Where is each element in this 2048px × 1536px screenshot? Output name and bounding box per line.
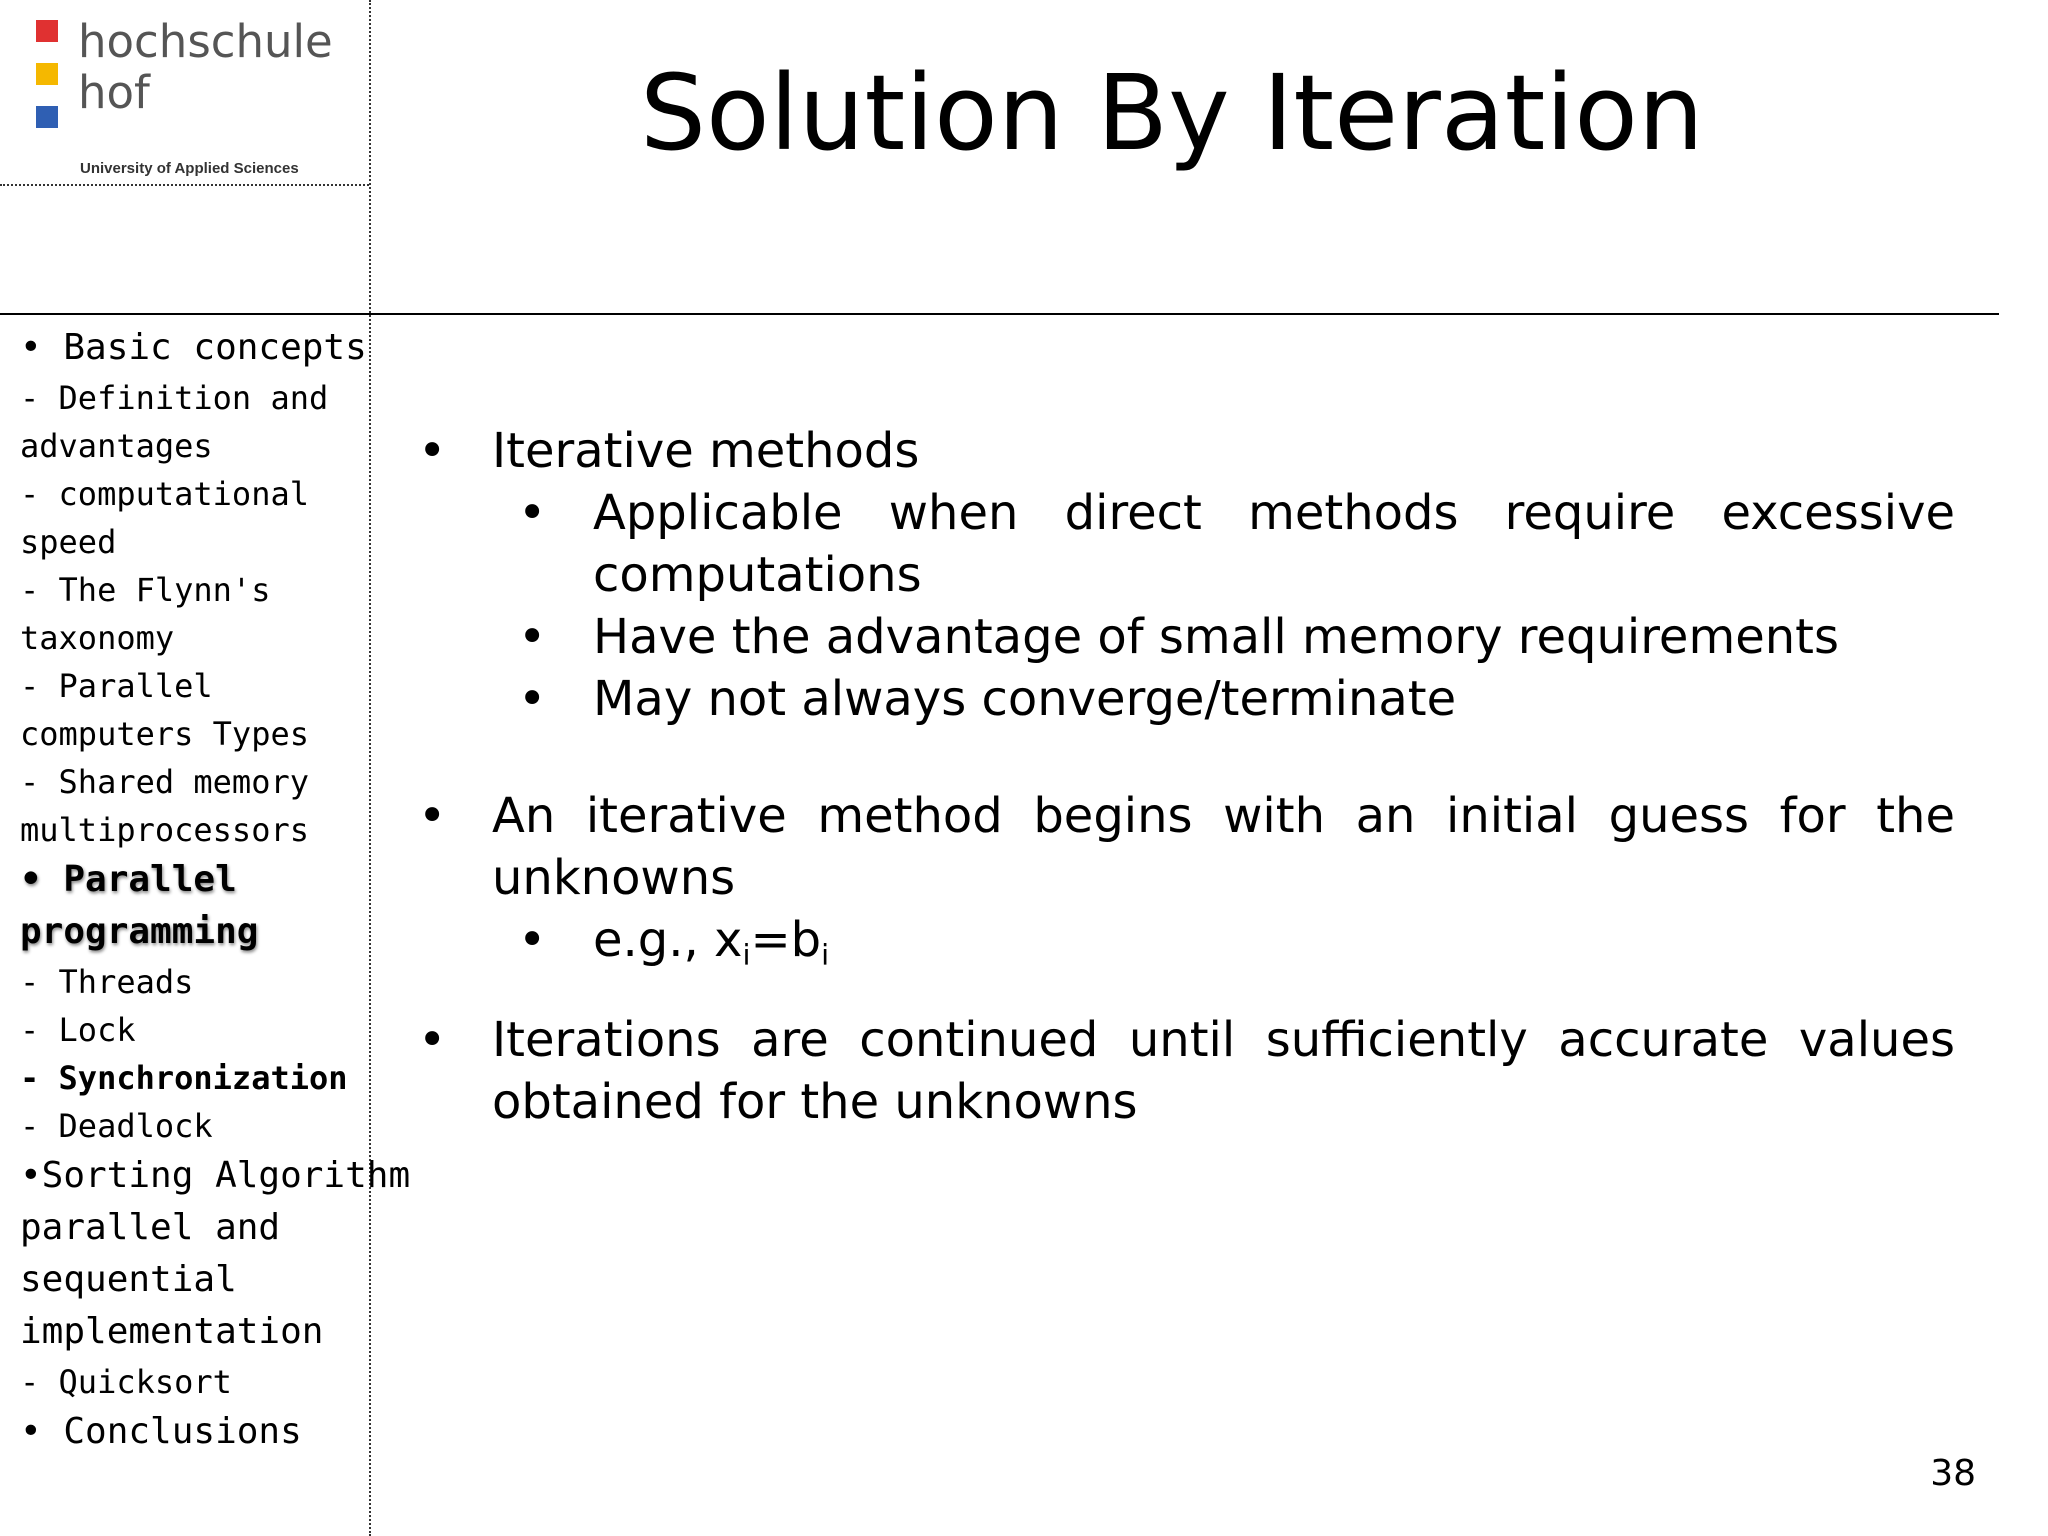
university-logo	[36, 16, 366, 181]
title-underline	[0, 313, 1999, 315]
bullet-icon: •	[518, 912, 547, 968]
outline-item: •Sorting Algorithm	[20, 1155, 411, 1196]
outline-item: - Parallel	[20, 667, 213, 705]
outline-item: - Quicksort	[20, 1363, 232, 1401]
slide-body	[400, 420, 1955, 1133]
logo-divider	[0, 184, 369, 186]
bullet-icon: •	[518, 485, 547, 541]
bullet-icon: •	[418, 423, 447, 479]
sub-bullet	[400, 606, 1955, 668]
outline-item: - The Flynn's	[20, 571, 271, 609]
outline-item: - Lock	[20, 1011, 136, 1049]
outline-item: • Conclusions	[20, 1411, 302, 1452]
sidebar-divider	[369, 0, 371, 1536]
bullet-icon: •	[518, 609, 547, 665]
bullet-initial-guess	[400, 785, 1955, 909]
logo-red-square	[36, 20, 58, 42]
page-number: 38	[1930, 1453, 1976, 1494]
bullet-text: Have the advantage of small memory requirements	[593, 609, 1839, 665]
formula-subscript: i	[742, 937, 751, 972]
outline-item: computers Types	[20, 715, 309, 753]
outline-item: - Deadlock	[20, 1107, 213, 1145]
sub-bullet	[400, 482, 1955, 606]
bullet-text: Iterations are continued until sufficiently accurate values obtained for the unknowns	[492, 1012, 1955, 1130]
outline-item: speed	[20, 523, 117, 561]
outline-item-current-topic: - Synchronization	[20, 1059, 348, 1097]
logo-name-line2: hof	[78, 66, 150, 119]
sub-bullet-example	[400, 909, 1955, 971]
bullet-iterative-methods	[400, 420, 1955, 482]
bullet-text: Iterative methods	[492, 423, 920, 479]
outline-item: - computational	[20, 475, 309, 513]
sub-bullet	[400, 668, 1955, 730]
logo-yellow-square	[36, 63, 58, 85]
outline-item-current-section: • Parallel	[20, 859, 237, 900]
bullet-icon: •	[418, 1012, 447, 1068]
formula-subscript: i	[821, 937, 830, 972]
example-formula	[593, 912, 830, 972]
formula-middle: =b	[750, 912, 822, 968]
outline-item: - Definition and	[20, 379, 329, 417]
logo-name	[78, 16, 333, 118]
sidebar-outline	[20, 322, 411, 1458]
outline-item: taxonomy	[20, 619, 175, 657]
bullet-icon: •	[518, 671, 547, 727]
outline-item: - Threads	[20, 963, 194, 1001]
logo-name-line1: hochschule	[78, 15, 333, 68]
outline-item: implementation	[20, 1311, 324, 1352]
logo-blue-square	[36, 106, 58, 128]
bullet-icon: •	[418, 788, 447, 844]
slide-title: Solution By Iteration	[640, 52, 1704, 174]
outline-item: - Shared memory	[20, 763, 309, 801]
outline-item: parallel and	[20, 1207, 281, 1248]
outline-item-current-section: programming	[20, 911, 259, 952]
bullet-text: Applicable when direct methods require excessive computations	[593, 485, 1955, 603]
outline-item: multiprocessors	[20, 811, 309, 849]
bullet-text: An iterative method begins with an initial guess for the unknowns	[492, 788, 1955, 906]
outline-item: advantages	[20, 427, 213, 465]
bullet-text: May not always converge/terminate	[593, 671, 1457, 727]
outline-item: sequential	[20, 1259, 237, 1300]
logo-subtitle: University of Applied Sciences	[80, 160, 299, 177]
outline-item: • Basic concepts	[20, 327, 367, 368]
bullet-iterations-continued	[400, 1009, 1955, 1133]
formula-prefix: e.g., x	[593, 912, 743, 968]
